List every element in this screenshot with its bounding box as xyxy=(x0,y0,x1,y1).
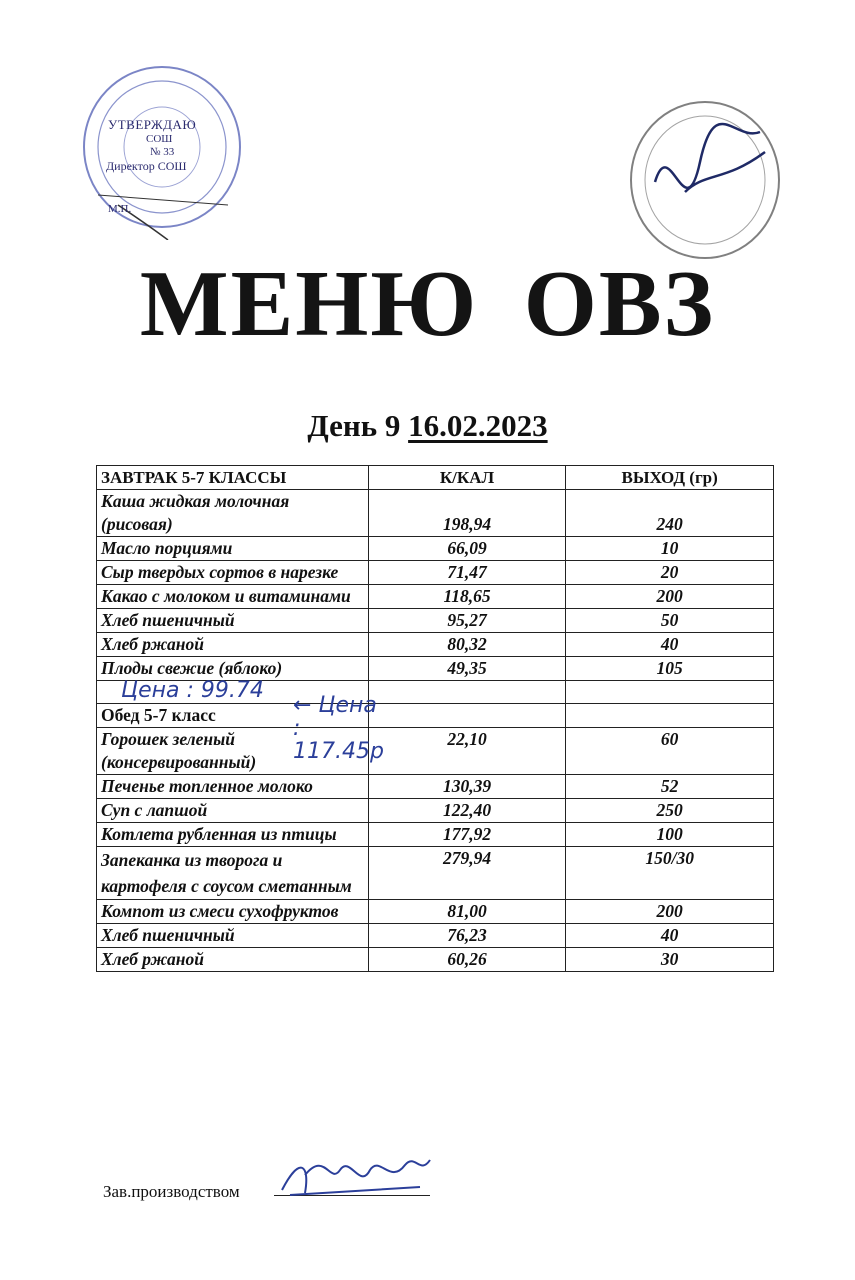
table-row xyxy=(97,609,774,633)
dish-output: 150/30 xyxy=(566,847,774,900)
day-label: День 9 xyxy=(307,408,401,443)
dish-name: Запеканка из творога и картофеля с соусом сметанным xyxy=(97,847,369,900)
lunch-price: ← Цена : 117.45р xyxy=(293,693,384,764)
dish-kcal: 76,23 xyxy=(368,924,566,948)
table-row xyxy=(97,847,774,900)
approval-stamp xyxy=(78,55,246,240)
dish-output: 30 xyxy=(566,948,774,972)
table-row xyxy=(97,924,774,948)
table-row xyxy=(97,823,774,847)
header-kcal: К/КАЛ xyxy=(368,466,566,490)
dish-output: 60 xyxy=(566,728,774,775)
footer-label: Зав.производством xyxy=(103,1182,240,1201)
lunch-header-row xyxy=(97,704,774,728)
dish-name: Какао с молоком и витаминами xyxy=(97,585,369,609)
header-dish: ЗАВТРАК 5-7 КЛАССЫ xyxy=(97,466,369,490)
stamp-line-approve: УТВЕРЖДАЮ xyxy=(108,117,197,132)
dish-name: Масло порциями xyxy=(97,537,369,561)
table-header-row xyxy=(97,466,774,490)
breakfast-price: Цена : 99.74 xyxy=(121,678,264,703)
dish-name: Компот из смеси сухофруктов xyxy=(97,900,369,924)
table-row xyxy=(97,900,774,924)
menu-table xyxy=(96,465,774,972)
dish-kcal: 66,09 xyxy=(368,537,566,561)
table-row xyxy=(97,728,774,775)
table-row xyxy=(97,799,774,823)
stamp-line-school: СОШ xyxy=(146,133,173,145)
dish-kcal: 95,27 xyxy=(368,609,566,633)
dish-output: 200 xyxy=(566,585,774,609)
header-output: ВЫХОД (гр) xyxy=(566,466,774,490)
dish-name: Хлеб ржаной xyxy=(97,948,369,972)
dish-kcal: 130,39 xyxy=(368,775,566,799)
stamp-line-director: Директор СОШ xyxy=(106,159,187,173)
day-heading xyxy=(0,408,855,444)
dish-kcal: 118,65 xyxy=(368,585,566,609)
dish-kcal: 198,94 xyxy=(368,490,566,537)
breakfast-price-row xyxy=(97,681,774,704)
dish-name: Котлета рубленная из птицы xyxy=(97,823,369,847)
stamp-line-mp: М.П. xyxy=(108,203,132,215)
dish-name: Плоды свежие (яблоко) xyxy=(97,657,369,681)
dish-output: 105 xyxy=(566,657,774,681)
dish-output: 100 xyxy=(566,823,774,847)
dish-output: 20 xyxy=(566,561,774,585)
dish-output: 50 xyxy=(566,609,774,633)
table-row xyxy=(97,537,774,561)
table-row xyxy=(97,657,774,681)
dish-name: Каша жидкая молочная (рисовая) xyxy=(97,490,369,537)
table-row xyxy=(97,775,774,799)
dish-output: 200 xyxy=(566,900,774,924)
dish-name: Хлеб пшеничный xyxy=(97,924,369,948)
dish-kcal: 22,10 xyxy=(368,728,566,775)
dish-kcal: 279,94 xyxy=(368,847,566,900)
dish-output: 52 xyxy=(566,775,774,799)
dish-kcal: 81,00 xyxy=(368,900,566,924)
signature-icon xyxy=(270,1145,440,1205)
dish-kcal: 122,40 xyxy=(368,799,566,823)
table-row xyxy=(97,948,774,972)
dish-kcal: 80,32 xyxy=(368,633,566,657)
dish-kcal: 71,47 xyxy=(368,561,566,585)
stamp-line-number: № 33 xyxy=(150,146,175,158)
table-row xyxy=(97,633,774,657)
dish-output: 40 xyxy=(566,633,774,657)
dish-output: 250 xyxy=(566,799,774,823)
dish-name: Хлеб ржаной xyxy=(97,633,369,657)
dish-output: 240 xyxy=(566,490,774,537)
table-row xyxy=(97,490,774,537)
dish-name: Сыр твердых сортов в нарезке xyxy=(97,561,369,585)
table-row xyxy=(97,561,774,585)
dish-output: 10 xyxy=(566,537,774,561)
dish-kcal: 177,92 xyxy=(368,823,566,847)
dish-kcal: 60,26 xyxy=(368,948,566,972)
dish-output: 40 xyxy=(566,924,774,948)
day-date: 16.02.2023 xyxy=(408,408,548,443)
school-seal xyxy=(625,92,785,262)
dish-name: Горошек зеленый (консервированный) xyxy=(97,728,369,775)
dish-name: Суп с лапшой xyxy=(97,799,369,823)
page-title: МЕНЮ ОВЗ xyxy=(139,252,716,356)
dish-name: Хлеб пшеничный xyxy=(97,609,369,633)
table-row xyxy=(97,585,774,609)
lunch-header: Обед 5-7 класс xyxy=(101,705,216,725)
dish-name: Печенье топленное молоко xyxy=(97,775,369,799)
dish-kcal: 49,35 xyxy=(368,657,566,681)
seal-signature-icon xyxy=(625,92,785,262)
